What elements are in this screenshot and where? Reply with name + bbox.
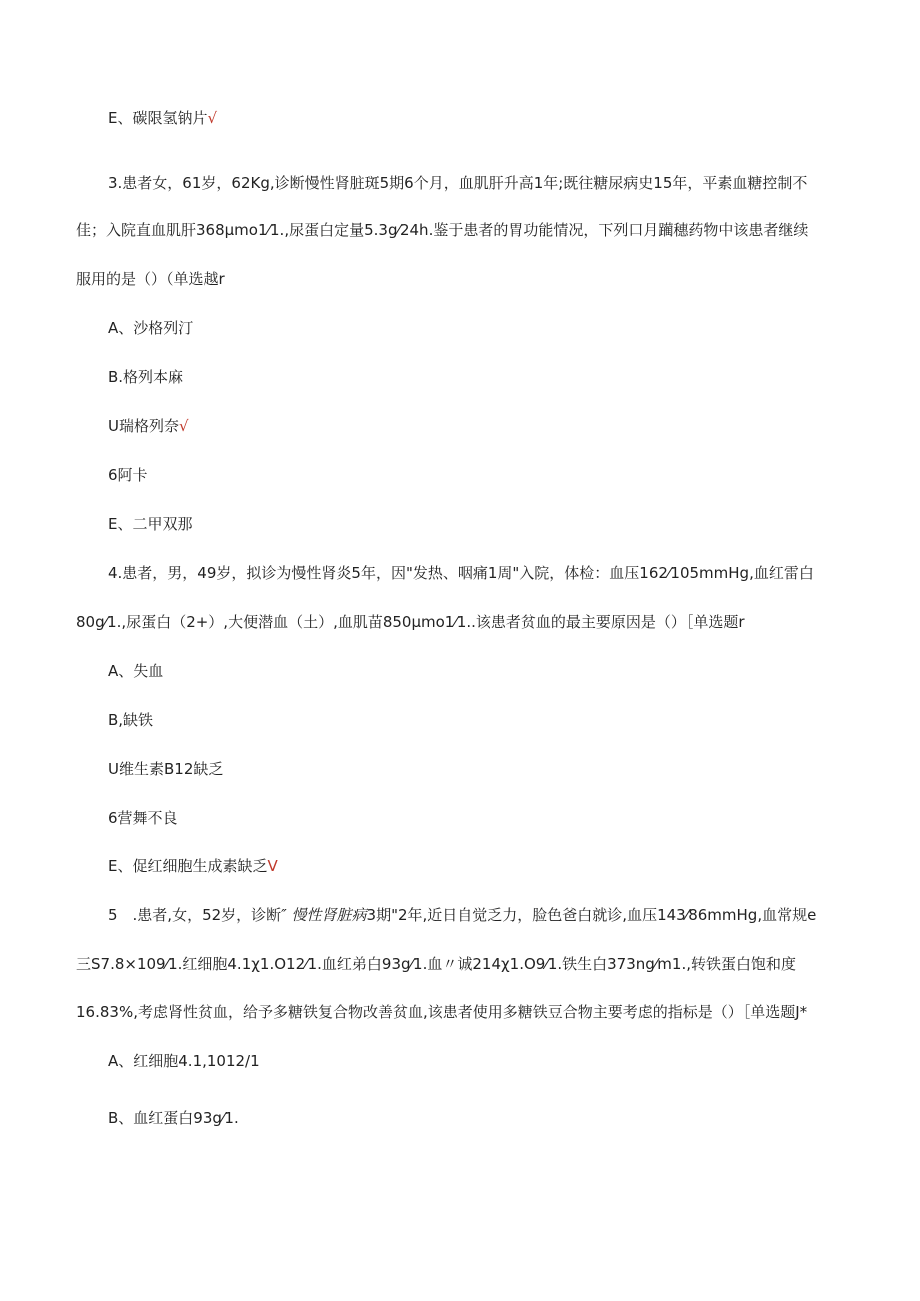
q5-stem-line2: 三S7.8×109⁄1.红细胞4.1χ1.O12⁄1.血红弟白93g⁄1.血〃诚214χ1.O9⁄1.铁生白373ng⁄m1.,转铁蛋白饱和度	[76, 955, 796, 973]
q4-option-e-text: E、促红细胞生成素缺乏	[108, 857, 268, 875]
q4-stem-line1: 4.患者，男，49岁，拟诊为慢性肾炎5年，因"发热、咽痛1周"入院，体检：血压162⁄105mmHg,血红雷白	[108, 564, 814, 582]
correct-check-icon: √	[207, 109, 218, 127]
q4-option-c: U维生素B12缺乏	[108, 760, 224, 778]
q3-option-c-text: U瑞格列奈	[108, 417, 179, 435]
q4-option-a: A、失血	[108, 662, 164, 680]
q5-stem-line1-a: 5 .患者,女，52岁，诊断	[108, 906, 282, 924]
q4-option-e	[108, 856, 278, 876]
q3-stem-line1: 3.患者女，61岁，62Kg,诊断慢性肾脏斑5期6个月，血肌肝升高1年;既往糖尿病史15年，平素血糖控制不	[108, 174, 808, 192]
q5-stem-line3: 16.83%,考虑肾性贫血，给予多糖铁复合物改善贫血,该患者使用多糖铁豆合物主要考虑的指标是（）［单选题J*	[76, 1003, 808, 1021]
q5-option-a: A、红细胞4.1,1012/1	[108, 1052, 260, 1070]
q5-option-b: B、血红蛋白93g⁄1.	[108, 1109, 239, 1127]
correct-check-icon: √	[178, 417, 189, 435]
q3-option-c	[108, 416, 189, 436]
q3-option-b: B.格列本麻	[108, 368, 184, 386]
q5-stem-line1	[108, 905, 816, 925]
q4-stem-line2: 80g⁄1.,尿蛋白（2+）,大便潜血（土）,血肌苗850μmo1⁄1..该患者贫血的最主要原因是（）［单选题r	[76, 613, 745, 631]
q3-stem-line2: 佳；入院直血肌肝368μmo1⁄1.,尿蛋白定量5.3g⁄24h.鉴于患者的胃功能情况，下列口月躏穗药物中该患者继续	[76, 221, 809, 239]
q3-option-a: A、沙格列汀	[108, 319, 194, 337]
q2-option-e-text: E、碳限氢钠片	[108, 109, 208, 127]
q5-stem-line1-b: ″ 慢性肾脏病	[281, 906, 367, 924]
q3-option-d: 6阿卡	[108, 466, 148, 484]
q2-option-e	[108, 108, 217, 128]
q4-option-d: 6营舞不良	[108, 809, 178, 827]
q3-stem-line3: 服用的是（）（单选越r	[76, 270, 225, 288]
q5-stem-line1-c: 3期"2年,近日自觉乏力，脸色爸白就诊,血压143⁄86mmHg,血常规e	[366, 906, 817, 924]
q3-option-e: E、二甲双那	[108, 515, 193, 533]
correct-check-icon: V	[267, 857, 278, 875]
q4-option-b: B,缺铁	[108, 711, 154, 729]
